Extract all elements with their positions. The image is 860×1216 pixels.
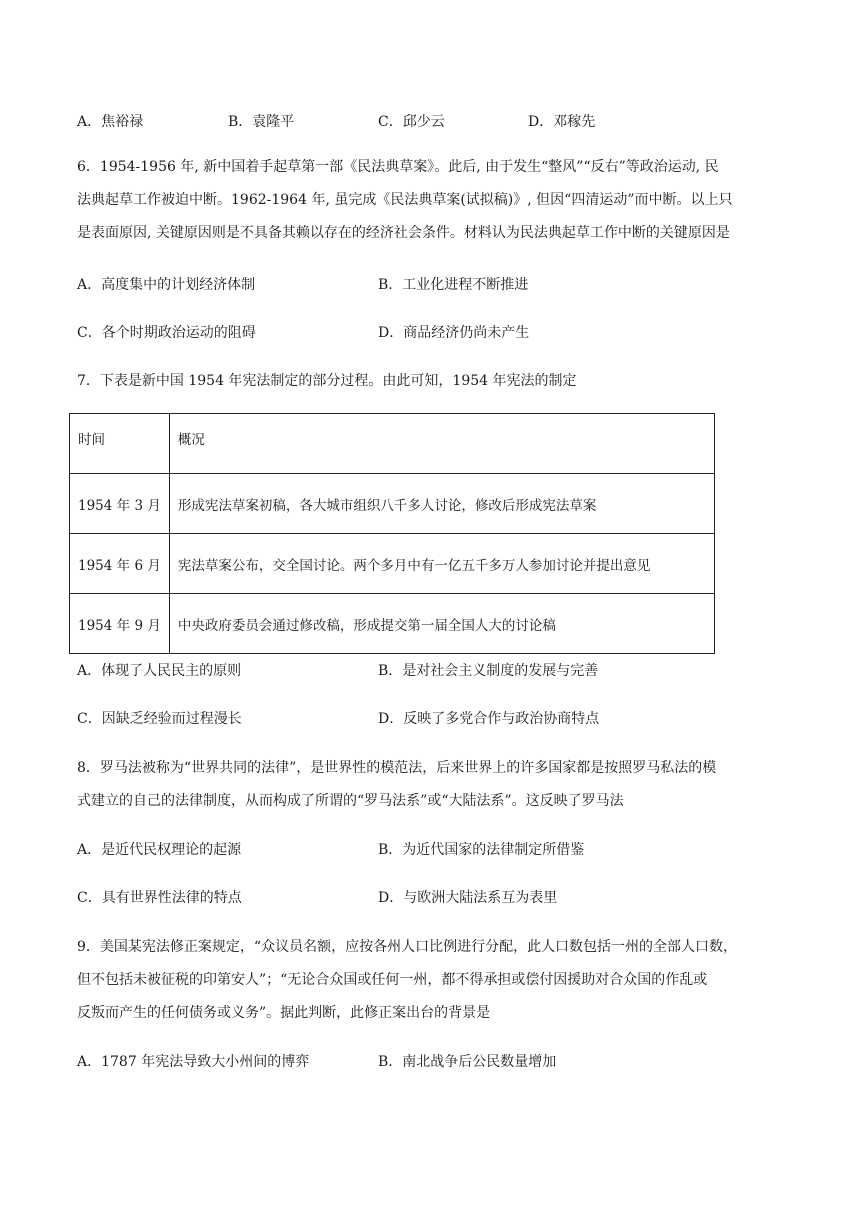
q8-option-d[interactable]: D．与欧洲大陆法系互为表里 — [378, 890, 558, 906]
q8-stem-line-2: 式建立的自己的法律制度，从而构成了所谓的“罗马法系”或“大陆法系”。这反映了罗马法 — [77, 793, 624, 809]
q6-stem-line-2: 法典起草工作被迫中断。1962-1964 年, 虽完成《民法典草案(试拟稿)》, 但因“四清运动”而中断。以上只 — [77, 192, 733, 208]
q8-option-b[interactable]: B．为近代国家的法律制定所借鉴 — [378, 842, 585, 858]
table-header-cell: 时间 — [70, 414, 170, 474]
table-header-cell: 概况 — [169, 414, 714, 474]
q6-stem-line-1: 6．1954-1956 年, 新中国着手起草第一部《民法典草案》。此后, 由于发生“整风”“反右”等政治运动, 民 — [77, 159, 719, 175]
table-header-row — [70, 414, 715, 474]
q9-option-a[interactable]: A．1787 年宪法导致大小州间的博弈 — [77, 1054, 310, 1070]
table-row — [70, 594, 715, 654]
table-cell-summary: 宪法草案公布，交全国讨论。两个多月中有一亿五千多万人参加讨论并提出意见 — [169, 534, 714, 594]
q6-option-b[interactable]: B．工业化进程不断推进 — [378, 277, 529, 293]
q5-option-a[interactable]: A．焦裕禄 — [77, 114, 144, 130]
q7-stem: 7．下表是新中国 1954 年宪法制定的部分过程。由此可知，1954 年宪法的制定 — [77, 373, 577, 389]
q9-option-b[interactable]: B．南北战争后公民数量增加 — [378, 1054, 557, 1070]
q6-stem-line-3: 是表面原因, 关键原因则是不具备其赖以存在的经济社会条件。材料认为民法典起草工作中断的关键原因是 — [77, 225, 730, 241]
q6-option-d[interactable]: D．商品经济仍尚未产生 — [378, 325, 530, 341]
q9-stem-line-2: 但不包括未被征税的印第安人”；“无论合众国或任何一州，都不得承担或偿付因援助对合众国的作乱或 — [77, 972, 708, 988]
table-cell-summary: 形成宪法草案初稿，各大城市组织八千多人讨论，修改后形成宪法草案 — [169, 474, 714, 534]
q6-option-a[interactable]: A．高度集中的计划经济体制 — [77, 277, 256, 293]
q7-option-b[interactable]: B．是对社会主义制度的发展与完善 — [378, 663, 599, 679]
q7-option-d[interactable]: D．反映了多党合作与政治协商特点 — [378, 711, 600, 727]
table-row — [70, 474, 715, 534]
q8-option-c[interactable]: C．具有世界性法律的特点 — [77, 890, 242, 906]
table-row — [70, 534, 715, 594]
q8-option-a[interactable]: A．是近代民权理论的起源 — [77, 842, 242, 858]
q6-option-c[interactable]: C．各个时期政治运动的阻碍 — [77, 325, 256, 341]
table-cell-summary: 中央政府委员会通过修改稿，形成提交第一届全国人大的讨论稿 — [169, 594, 714, 654]
q5-option-d[interactable]: D．邓稼先 — [528, 114, 596, 130]
table-cell-date: 1954 年 3 月 — [70, 474, 170, 534]
q5-option-b[interactable]: B．袁隆平 — [228, 114, 295, 130]
q5-option-c[interactable]: C．邱少云 — [378, 114, 445, 130]
table-cell-date: 1954 年 6 月 — [70, 534, 170, 594]
q7-table — [69, 413, 715, 654]
q9-stem-line-3: 反叛而产生的任何债务或义务”。据此判断，此修正案出台的背景是 — [77, 1005, 491, 1021]
table-cell-date: 1954 年 9 月 — [70, 594, 170, 654]
q8-stem-line-1: 8．罗马法被称为“世界共同的法律”，是世界性的模范法，后来世界上的许多国家都是按照罗马私法的模 — [77, 760, 717, 776]
q7-option-c[interactable]: C．因缺乏经验而过程漫长 — [77, 711, 242, 727]
q7-option-a[interactable]: A．体现了人民民主的原则 — [77, 663, 242, 679]
q9-stem-line-1: 9．美国某宪法修正案规定，“众议员名额，应按各州人口比例进行分配，此人口数包括一州的全部人口数， — [77, 939, 738, 955]
